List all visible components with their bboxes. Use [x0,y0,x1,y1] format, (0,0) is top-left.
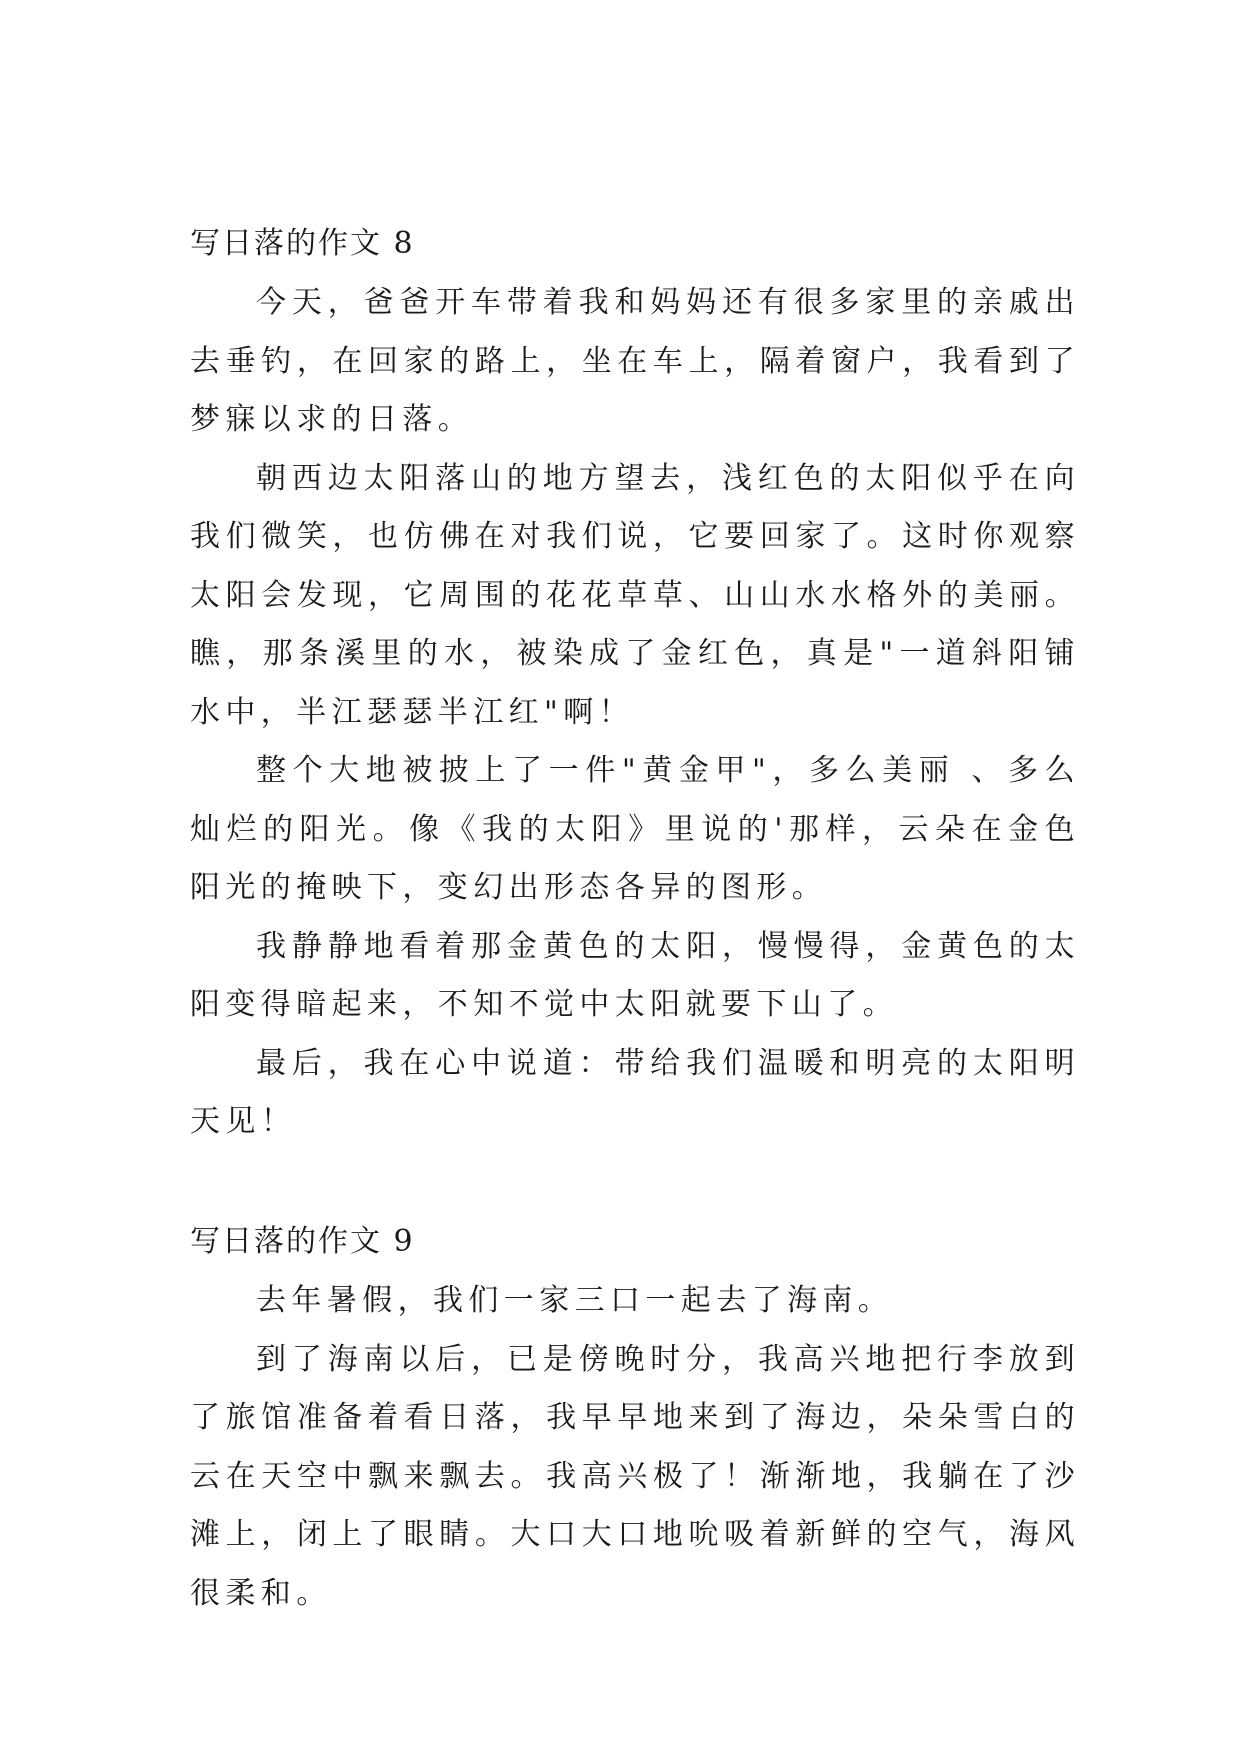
essay-title: 写日落的作文 8 [190,226,415,261]
essay-paragraph: 整个大地被披上了一件"黄金甲"，多么美丽 、多么灿烂的阳光。像《我的太阳》里说的'那样，云朵在金色阳光的掩映下，变幻出形态各异的图形。 [190,753,1080,905]
essay-paragraph: 我静静地看着那金黄色的太阳，慢慢得，金黄色的太阳变得暗起来，不知不觉中太阳就要下山了。 [190,928,1080,1022]
essay-paragraph: 朝西边太阳落山的地方望去，浅红色的太阳似乎在向我们微笑，也仿佛在对我们说，它要回家了。这时你观察太阳会发现，它周围的花花草草、山山水水格外的美丽。瞧，那条溪里的水，被染成了金红色，真是"一道斜阳铺水中，半江瑟瑟半江红"啊！ [190,460,1080,730]
essay-paragraph: 今天，爸爸开车带着我和妈妈还有很多家里的亲戚出去垂钓，在回家的路上，坐在车上，隔着窗户，我看到了梦寐以求的日落。 [190,285,1080,437]
essay-paragraph: 到了海南以后，已是傍晚时分，我高兴地把行李放到了旅馆准备着看日落，我早早地来到了海边，朵朵雪白的云在天空中飘来飘去。我高兴极了！渐渐地，我躺在了沙滩上，闭上了眼睛。大口大口地吮吸着新鲜的空气，海风很柔和。 [190,1341,1080,1611]
essay-section-8 [190,214,1080,1152]
essay-paragraph: 最后，我在心中说道：带给我们温暖和明亮的太阳明天见！ [190,1045,1080,1139]
essay-title: 写日落的作文 9 [190,1224,415,1259]
essay-paragraph: 去年暑假，我们一家三口一起去了海南。 [256,1283,894,1318]
essay-section-9 [190,1212,1080,1623]
